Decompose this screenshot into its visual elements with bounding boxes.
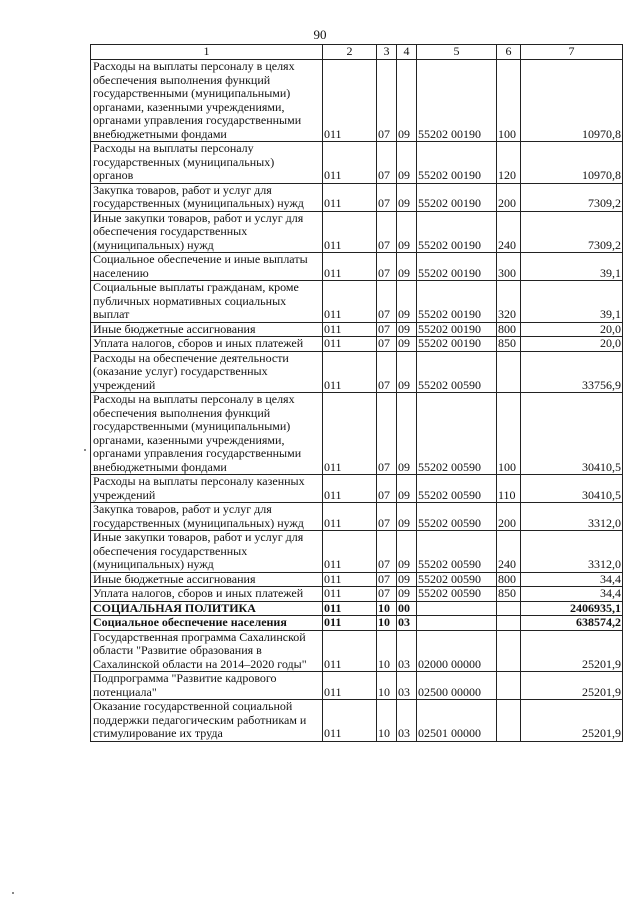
ministry-code: 011 bbox=[323, 281, 377, 323]
table-row bbox=[91, 281, 623, 323]
ministry-code: 011 bbox=[323, 337, 377, 352]
column-header: 1 bbox=[91, 45, 323, 60]
ministry-code: 011 bbox=[323, 475, 377, 503]
target-article-code: 55202 00190 bbox=[417, 183, 497, 211]
subsection-code: 03 bbox=[397, 630, 417, 672]
subsection-code: 09 bbox=[397, 572, 417, 587]
section-code: 07 bbox=[377, 587, 397, 602]
subsection-code: 09 bbox=[397, 351, 417, 393]
section-code: 07 bbox=[377, 351, 397, 393]
subsection-code: 09 bbox=[397, 531, 417, 573]
table-row bbox=[91, 700, 623, 742]
expense-type-code bbox=[497, 630, 521, 672]
subsection-code: 00 bbox=[397, 601, 417, 616]
target-article-code: 55202 00190 bbox=[417, 253, 497, 281]
section-code: 10 bbox=[377, 630, 397, 672]
subsection-code: 09 bbox=[397, 211, 417, 253]
expense-name: Государственная программа Сахалинской области "Развитие образования в Сахалинской области на 2014–2020 годы" bbox=[91, 630, 323, 672]
amount-value: 39,1 bbox=[521, 281, 623, 323]
expense-type-code: 110 bbox=[497, 475, 521, 503]
section-code: 07 bbox=[377, 572, 397, 587]
expense-type-code: 200 bbox=[497, 183, 521, 211]
subsection-code: 09 bbox=[397, 60, 417, 142]
ministry-code: 011 bbox=[323, 393, 377, 475]
expense-name: Расходы на выплаты персоналу в целях обеспечения выполнения функций государственными (муниципальными) органами, казенными учреждениями, органами управления государственными внебюджетными фондами bbox=[91, 60, 323, 142]
target-article-code: 55202 00190 bbox=[417, 337, 497, 352]
table-row bbox=[91, 253, 623, 281]
amount-value: 2406935,1 bbox=[521, 601, 623, 616]
expense-name: Уплата налогов, сборов и иных платежей bbox=[91, 337, 323, 352]
expense-name: Иные закупки товаров, работ и услуг для обеспечения государственных (муниципальных) нужд bbox=[91, 211, 323, 253]
target-article-code: 02500 00000 bbox=[417, 672, 497, 700]
expense-name: СОЦИАЛЬНАЯ ПОЛИТИКА bbox=[91, 601, 323, 616]
section-code: 10 bbox=[377, 672, 397, 700]
ministry-code: 011 bbox=[323, 630, 377, 672]
table-row bbox=[91, 616, 623, 631]
table-row bbox=[91, 630, 623, 672]
target-article-code: 02501 00000 bbox=[417, 700, 497, 742]
section-code: 07 bbox=[377, 142, 397, 184]
ministry-code: 011 bbox=[323, 672, 377, 700]
ministry-code: 011 bbox=[323, 142, 377, 184]
ministry-code: 011 bbox=[323, 601, 377, 616]
subsection-code: 09 bbox=[397, 281, 417, 323]
target-article-code: 55202 00590 bbox=[417, 531, 497, 573]
ministry-code: 011 bbox=[323, 351, 377, 393]
amount-value: 20,0 bbox=[521, 337, 623, 352]
section-code: 07 bbox=[377, 475, 397, 503]
table-row bbox=[91, 601, 623, 616]
expense-type-code: 850 bbox=[497, 587, 521, 602]
subsection-code: 09 bbox=[397, 503, 417, 531]
target-article-code: 02000 00000 bbox=[417, 630, 497, 672]
table-row bbox=[91, 337, 623, 352]
subsection-code: 09 bbox=[397, 475, 417, 503]
column-header: 2 bbox=[323, 45, 377, 60]
ministry-code: 011 bbox=[323, 503, 377, 531]
expense-name: Иные бюджетные ассигнования bbox=[91, 322, 323, 337]
table-row bbox=[91, 351, 623, 393]
section-code: 07 bbox=[377, 253, 397, 281]
column-header: 3 bbox=[377, 45, 397, 60]
target-article-code: 55202 00590 bbox=[417, 393, 497, 475]
ministry-code: 011 bbox=[323, 616, 377, 631]
expense-name: Иные бюджетные ассигнования bbox=[91, 572, 323, 587]
ministry-code: 011 bbox=[323, 322, 377, 337]
target-article-code: 55202 00190 bbox=[417, 142, 497, 184]
amount-value: 25201,9 bbox=[521, 700, 623, 742]
target-article-code: 55202 00590 bbox=[417, 572, 497, 587]
section-code: 07 bbox=[377, 503, 397, 531]
section-code: 07 bbox=[377, 183, 397, 211]
expense-type-code bbox=[497, 616, 521, 631]
table-row bbox=[91, 60, 623, 142]
ministry-code: 011 bbox=[323, 572, 377, 587]
section-code: 07 bbox=[377, 531, 397, 573]
expense-type-code: 240 bbox=[497, 211, 521, 253]
amount-value: 25201,9 bbox=[521, 672, 623, 700]
section-code: 10 bbox=[377, 616, 397, 631]
table-row bbox=[91, 211, 623, 253]
expense-name: Расходы на обеспечение деятельности (оказание услуг) государственных учреждений bbox=[91, 351, 323, 393]
budget-table bbox=[90, 44, 623, 742]
amount-value: 3312,0 bbox=[521, 503, 623, 531]
expense-name: Уплата налогов, сборов и иных платежей bbox=[91, 587, 323, 602]
amount-value: 30410,5 bbox=[521, 475, 623, 503]
expense-type-code: 200 bbox=[497, 503, 521, 531]
column-header: 6 bbox=[497, 45, 521, 60]
section-code: 10 bbox=[377, 601, 397, 616]
expense-name: Закупка товаров, работ и услуг для государственных (муниципальных) нужд bbox=[91, 183, 323, 211]
table-row bbox=[91, 503, 623, 531]
section-code: 07 bbox=[377, 60, 397, 142]
expense-name: Расходы на выплаты персоналу в целях обеспечения выполнения функций государственными (муниципальными) органами, казенными учреждениями, органами управления государственными внебюджетными фондами bbox=[91, 393, 323, 475]
amount-value: 25201,9 bbox=[521, 630, 623, 672]
amount-value: 10970,8 bbox=[521, 60, 623, 142]
expense-type-code: 240 bbox=[497, 531, 521, 573]
section-code: 07 bbox=[377, 211, 397, 253]
expense-type-code: 100 bbox=[497, 60, 521, 142]
ministry-code: 011 bbox=[323, 587, 377, 602]
expense-name: Закупка товаров, работ и услуг для государственных (муниципальных) нужд bbox=[91, 503, 323, 531]
subsection-code: 09 bbox=[397, 393, 417, 475]
target-article-code: 55202 00590 bbox=[417, 351, 497, 393]
amount-value: 10970,8 bbox=[521, 142, 623, 184]
amount-value: 33756,9 bbox=[521, 351, 623, 393]
expense-type-code: 850 bbox=[497, 337, 521, 352]
amount-value: 7309,2 bbox=[521, 183, 623, 211]
expense-name: Иные закупки товаров, работ и услуг для обеспечения государственных (муниципальных) нужд bbox=[91, 531, 323, 573]
ministry-code: 011 bbox=[323, 60, 377, 142]
expense-type-code: 300 bbox=[497, 253, 521, 281]
section-code: 10 bbox=[377, 700, 397, 742]
expense-type-code: 800 bbox=[497, 572, 521, 587]
amount-value: 34,4 bbox=[521, 587, 623, 602]
amount-value: 638574,2 bbox=[521, 616, 623, 631]
subsection-code: 09 bbox=[397, 337, 417, 352]
table-row bbox=[91, 142, 623, 184]
table-row bbox=[91, 672, 623, 700]
target-article-code bbox=[417, 616, 497, 631]
table-row bbox=[91, 531, 623, 573]
amount-value: 34,4 bbox=[521, 572, 623, 587]
section-code: 07 bbox=[377, 337, 397, 352]
expense-name: Расходы на выплаты персоналу казенных учреждений bbox=[91, 475, 323, 503]
amount-value: 39,1 bbox=[521, 253, 623, 281]
ministry-code: 011 bbox=[323, 183, 377, 211]
expense-name: Подпрограмма "Развитие кадрового потенциала" bbox=[91, 672, 323, 700]
expense-type-code bbox=[497, 351, 521, 393]
expense-name: Расходы на выплаты персоналу государственных (муниципальных) органов bbox=[91, 142, 323, 184]
subsection-code: 09 bbox=[397, 253, 417, 281]
table-row bbox=[91, 183, 623, 211]
target-article-code: 55202 00190 bbox=[417, 60, 497, 142]
table-row bbox=[91, 322, 623, 337]
subsection-code: 09 bbox=[397, 183, 417, 211]
ministry-code: 011 bbox=[323, 253, 377, 281]
subsection-code: 09 bbox=[397, 142, 417, 184]
subsection-code: 03 bbox=[397, 700, 417, 742]
expense-type-code: 800 bbox=[497, 322, 521, 337]
expense-type-code: 320 bbox=[497, 281, 521, 323]
amount-value: 3312,0 bbox=[521, 531, 623, 573]
amount-value: 20,0 bbox=[521, 322, 623, 337]
table-header-row bbox=[91, 45, 623, 60]
subsection-code: 03 bbox=[397, 616, 417, 631]
expense-type-code bbox=[497, 672, 521, 700]
amount-value: 7309,2 bbox=[521, 211, 623, 253]
target-article-code: 55202 00590 bbox=[417, 475, 497, 503]
section-code: 07 bbox=[377, 322, 397, 337]
target-article-code: 55202 00590 bbox=[417, 587, 497, 602]
page-number: 90 bbox=[313, 27, 327, 42]
subsection-code: 09 bbox=[397, 587, 417, 602]
ministry-code: 011 bbox=[323, 211, 377, 253]
target-article-code bbox=[417, 601, 497, 616]
subsection-code: 09 bbox=[397, 322, 417, 337]
table-row bbox=[91, 393, 623, 475]
expense-type-code: 120 bbox=[497, 142, 521, 184]
subsection-code: 03 bbox=[397, 672, 417, 700]
amount-value: 30410,5 bbox=[521, 393, 623, 475]
scan-speck bbox=[12, 892, 14, 894]
ministry-code: 011 bbox=[323, 531, 377, 573]
expense-name: Оказание государственной социальной поддержки педагогическим работникам и стимулирование их труда bbox=[91, 700, 323, 742]
column-header: 5 bbox=[417, 45, 497, 60]
expense-type-code bbox=[497, 601, 521, 616]
expense-name: Социальное обеспечение и иные выплаты населению bbox=[91, 253, 323, 281]
ministry-code: 011 bbox=[323, 700, 377, 742]
expense-name: Социальные выплаты гражданам, кроме публичных нормативных социальных выплат bbox=[91, 281, 323, 323]
expense-type-code: 100 bbox=[497, 393, 521, 475]
target-article-code: 55202 00190 bbox=[417, 322, 497, 337]
section-code: 07 bbox=[377, 281, 397, 323]
column-header: 7 bbox=[521, 45, 623, 60]
table-row bbox=[91, 587, 623, 602]
target-article-code: 55202 00590 bbox=[417, 503, 497, 531]
target-article-code: 55202 00190 bbox=[417, 211, 497, 253]
expense-name: Социальное обеспечение населения bbox=[91, 616, 323, 631]
target-article-code: 55202 00190 bbox=[417, 281, 497, 323]
scan-speck bbox=[84, 449, 86, 451]
table-row bbox=[91, 572, 623, 587]
table-row bbox=[91, 475, 623, 503]
section-code: 07 bbox=[377, 393, 397, 475]
column-header: 4 bbox=[397, 45, 417, 60]
expense-type-code bbox=[497, 700, 521, 742]
